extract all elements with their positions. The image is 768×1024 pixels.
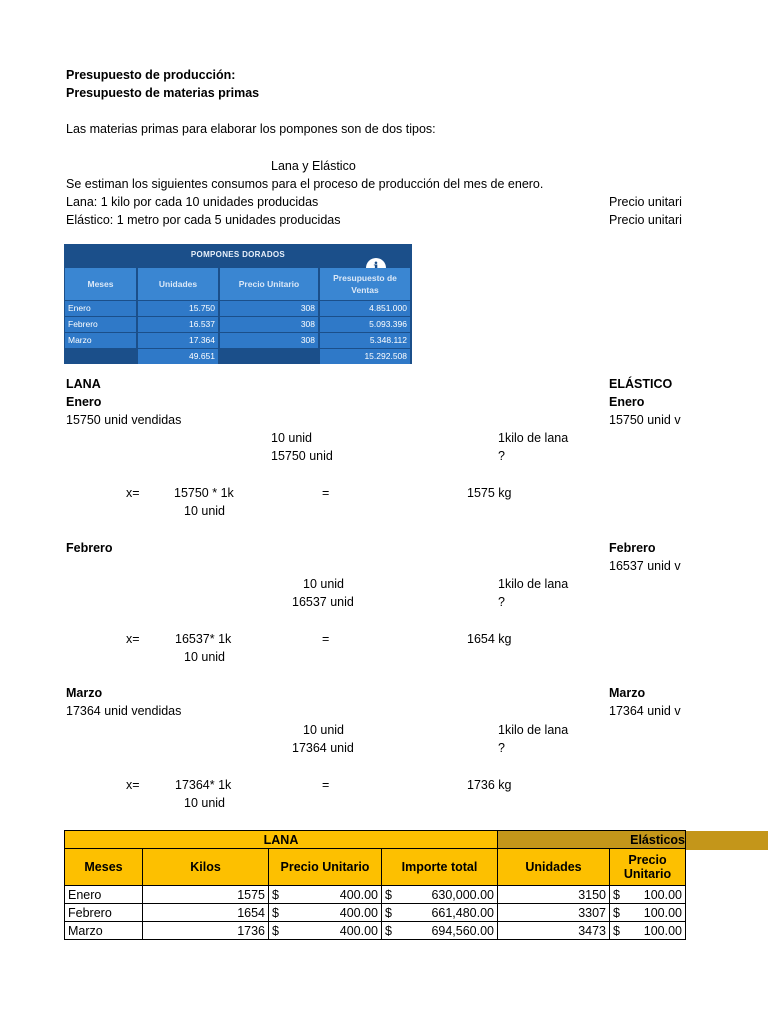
types-text: Lana y Elástico: [271, 159, 356, 173]
summary-precio-elastico: 100.00: [643, 923, 682, 938]
elasticos-header-extension: [685, 831, 768, 850]
lana-enero-question: ?: [498, 449, 505, 463]
table-row: [65, 904, 686, 922]
summary-unidades: 3150: [498, 886, 610, 904]
summary-group-lana: LANA: [65, 831, 498, 849]
currency-symbol: $: [272, 923, 279, 938]
lana-enero-ratio-kilo: 1kilo de lana: [498, 431, 569, 445]
pompones-cell: Febrero: [65, 317, 136, 332]
currency-symbol: $: [613, 887, 620, 902]
lana-febrero-eq: =: [322, 632, 330, 646]
summary-unidades: 3307: [498, 904, 610, 922]
currency-symbol: $: [613, 905, 620, 920]
pompones-cell: Enero: [65, 301, 136, 316]
lana-enero-eq: =: [322, 486, 330, 500]
lana-febrero-ratio-kilo: 1kilo de lana: [498, 577, 569, 591]
currency-symbol: $: [613, 923, 620, 938]
pompones-cell: Marzo: [65, 333, 136, 348]
lana-febrero-month: Febrero: [66, 541, 113, 555]
summary-unidades: 3473: [498, 922, 610, 940]
lana-enero-x: x=: [126, 486, 140, 500]
lana-febrero-x: x=: [126, 632, 140, 646]
elastico-marzo-month: Marzo: [609, 686, 646, 700]
summary-importe: 694,560.00: [431, 923, 494, 938]
lana-febrero-units: 16537 unid: [292, 595, 354, 609]
summary-precio-elastico: 100.00: [643, 905, 682, 920]
pompones-cell: 5.093.396: [320, 317, 410, 332]
currency-symbol: $: [272, 905, 279, 920]
currency-symbol: $: [385, 887, 392, 902]
currency-symbol: $: [272, 887, 279, 902]
lana-marzo-result: 1736 kg: [467, 778, 512, 792]
summary-mes: Marzo: [65, 922, 143, 940]
lana-marzo-eq: =: [322, 778, 330, 792]
pompones-cell: 308: [220, 317, 318, 332]
elastico-febrero-month: Febrero: [609, 541, 656, 555]
lana-rule: Lana: 1 kilo por cada 10 unidades producidas: [66, 195, 319, 209]
lana-febrero-result: 1654 kg: [467, 632, 512, 646]
currency-symbol: $: [385, 905, 392, 920]
summary-precio-elastico: 100.00: [643, 887, 682, 902]
pompones-cell: 17.364: [138, 333, 218, 348]
table-row: [65, 922, 686, 940]
summary-kilos: 1654: [143, 904, 269, 922]
lana-marzo-units: 17364 unid: [292, 741, 354, 755]
lana-febrero-ratio-units: 10 unid: [303, 577, 345, 591]
pompones-header-meses: Meses: [65, 268, 136, 300]
lana-febrero-denominator: 10 unid: [184, 650, 226, 664]
summary-kilos: 1575: [143, 886, 269, 904]
elastico-rule: Elástico: 1 metro por cada 5 unidades producidas: [66, 213, 341, 227]
pompones-cell: 49.651: [138, 349, 218, 364]
intro-text: Las materias primas para elaborar los pompones son de dos tipos:: [66, 122, 436, 136]
estimate-text: Se estiman los siguientes consumos para el proceso de producción del mes de enero.: [66, 177, 544, 191]
lana-enero-sold: 15750 unid vendidas: [66, 413, 182, 427]
summary-precio: 400.00: [339, 905, 378, 920]
lana-enero-result: 1575 kg: [467, 486, 512, 500]
pompones-dorados-image: [64, 244, 412, 364]
lana-marzo-month: Marzo: [66, 686, 103, 700]
summary-header-unidades: Unidades: [498, 849, 610, 886]
elastico-febrero-sold: 16537 unid v: [609, 559, 681, 573]
summary-importe: 661,480.00: [431, 905, 494, 920]
table-row: [65, 886, 686, 904]
pompones-title: POMPONES DORADOS: [190, 250, 286, 259]
elastico-enero-month: Enero: [609, 395, 645, 409]
summary-header-meses: Meses: [65, 849, 143, 886]
summary-group-elasticos: Elásticos: [498, 831, 686, 849]
price-label-elastico: Precio unitari: [609, 213, 682, 227]
summary-header-importe: Importe total: [382, 849, 498, 886]
lana-marzo-ratio-kilo: 1kilo de lana: [498, 723, 569, 737]
lana-marzo-x: x=: [126, 778, 140, 792]
pompones-cell: 4.851.000: [320, 301, 410, 316]
pompones-cell: 308: [220, 301, 318, 316]
lana-enero-denominator: 10 unid: [184, 504, 226, 518]
summary-importe: 630,000.00: [431, 887, 494, 902]
pompones-cell: 5.348.112: [320, 333, 410, 348]
summary-header-precio: Precio Unitario: [269, 849, 382, 886]
lana-marzo-ratio-units: 10 unid: [303, 723, 345, 737]
pompones-cell: 15.750: [138, 301, 218, 316]
lana-enero-month: Enero: [66, 395, 102, 409]
title-presupuesto-materias: Presupuesto de materias primas: [66, 86, 260, 100]
lana-febrero-question: ?: [498, 595, 505, 609]
title-presupuesto-produccion: Presupuesto de producción:: [66, 68, 236, 82]
summary-table: [64, 830, 686, 940]
pompones-cell: 308: [220, 333, 318, 348]
lana-marzo-denominator: 10 unid: [184, 796, 226, 810]
summary-kilos: 1736: [143, 922, 269, 940]
lana-marzo-numerator: 17364* 1k: [175, 778, 232, 792]
price-label-lana: Precio unitari: [609, 195, 682, 209]
summary-header-kilos: Kilos: [143, 849, 269, 886]
lana-heading: LANA: [66, 377, 101, 391]
elastico-marzo-sold: 17364 unid v: [609, 704, 681, 718]
lana-enero-numerator: 15750 * 1k: [174, 486, 234, 500]
lana-marzo-sold: 17364 unid vendidas: [66, 704, 182, 718]
summary-header-precio-elastico: Precio Unitario: [610, 849, 686, 886]
elastico-heading: ELÁSTICO: [609, 377, 673, 391]
pompones-header-presupuesto: Presupuesto de Ventas: [320, 268, 410, 300]
lana-enero-ratio-units: 10 unid: [271, 431, 313, 445]
elastico-enero-sold: 15750 unid v: [609, 413, 681, 427]
lana-marzo-question: ?: [498, 741, 505, 755]
lana-febrero-numerator: 16537* 1k: [175, 632, 232, 646]
currency-symbol: $: [385, 923, 392, 938]
summary-precio: 400.00: [339, 887, 378, 902]
lana-enero-units: 15750 unid: [271, 449, 333, 463]
summary-precio: 400.00: [339, 923, 378, 938]
pompones-cell: 16.537: [138, 317, 218, 332]
pompones-cell: 15.292.508: [320, 349, 410, 364]
summary-mes: Febrero: [65, 904, 143, 922]
pompones-header-unidades: Unidades: [138, 268, 218, 300]
summary-mes: Enero: [65, 886, 143, 904]
pompones-header-precio: Precio Unitario: [220, 268, 318, 300]
